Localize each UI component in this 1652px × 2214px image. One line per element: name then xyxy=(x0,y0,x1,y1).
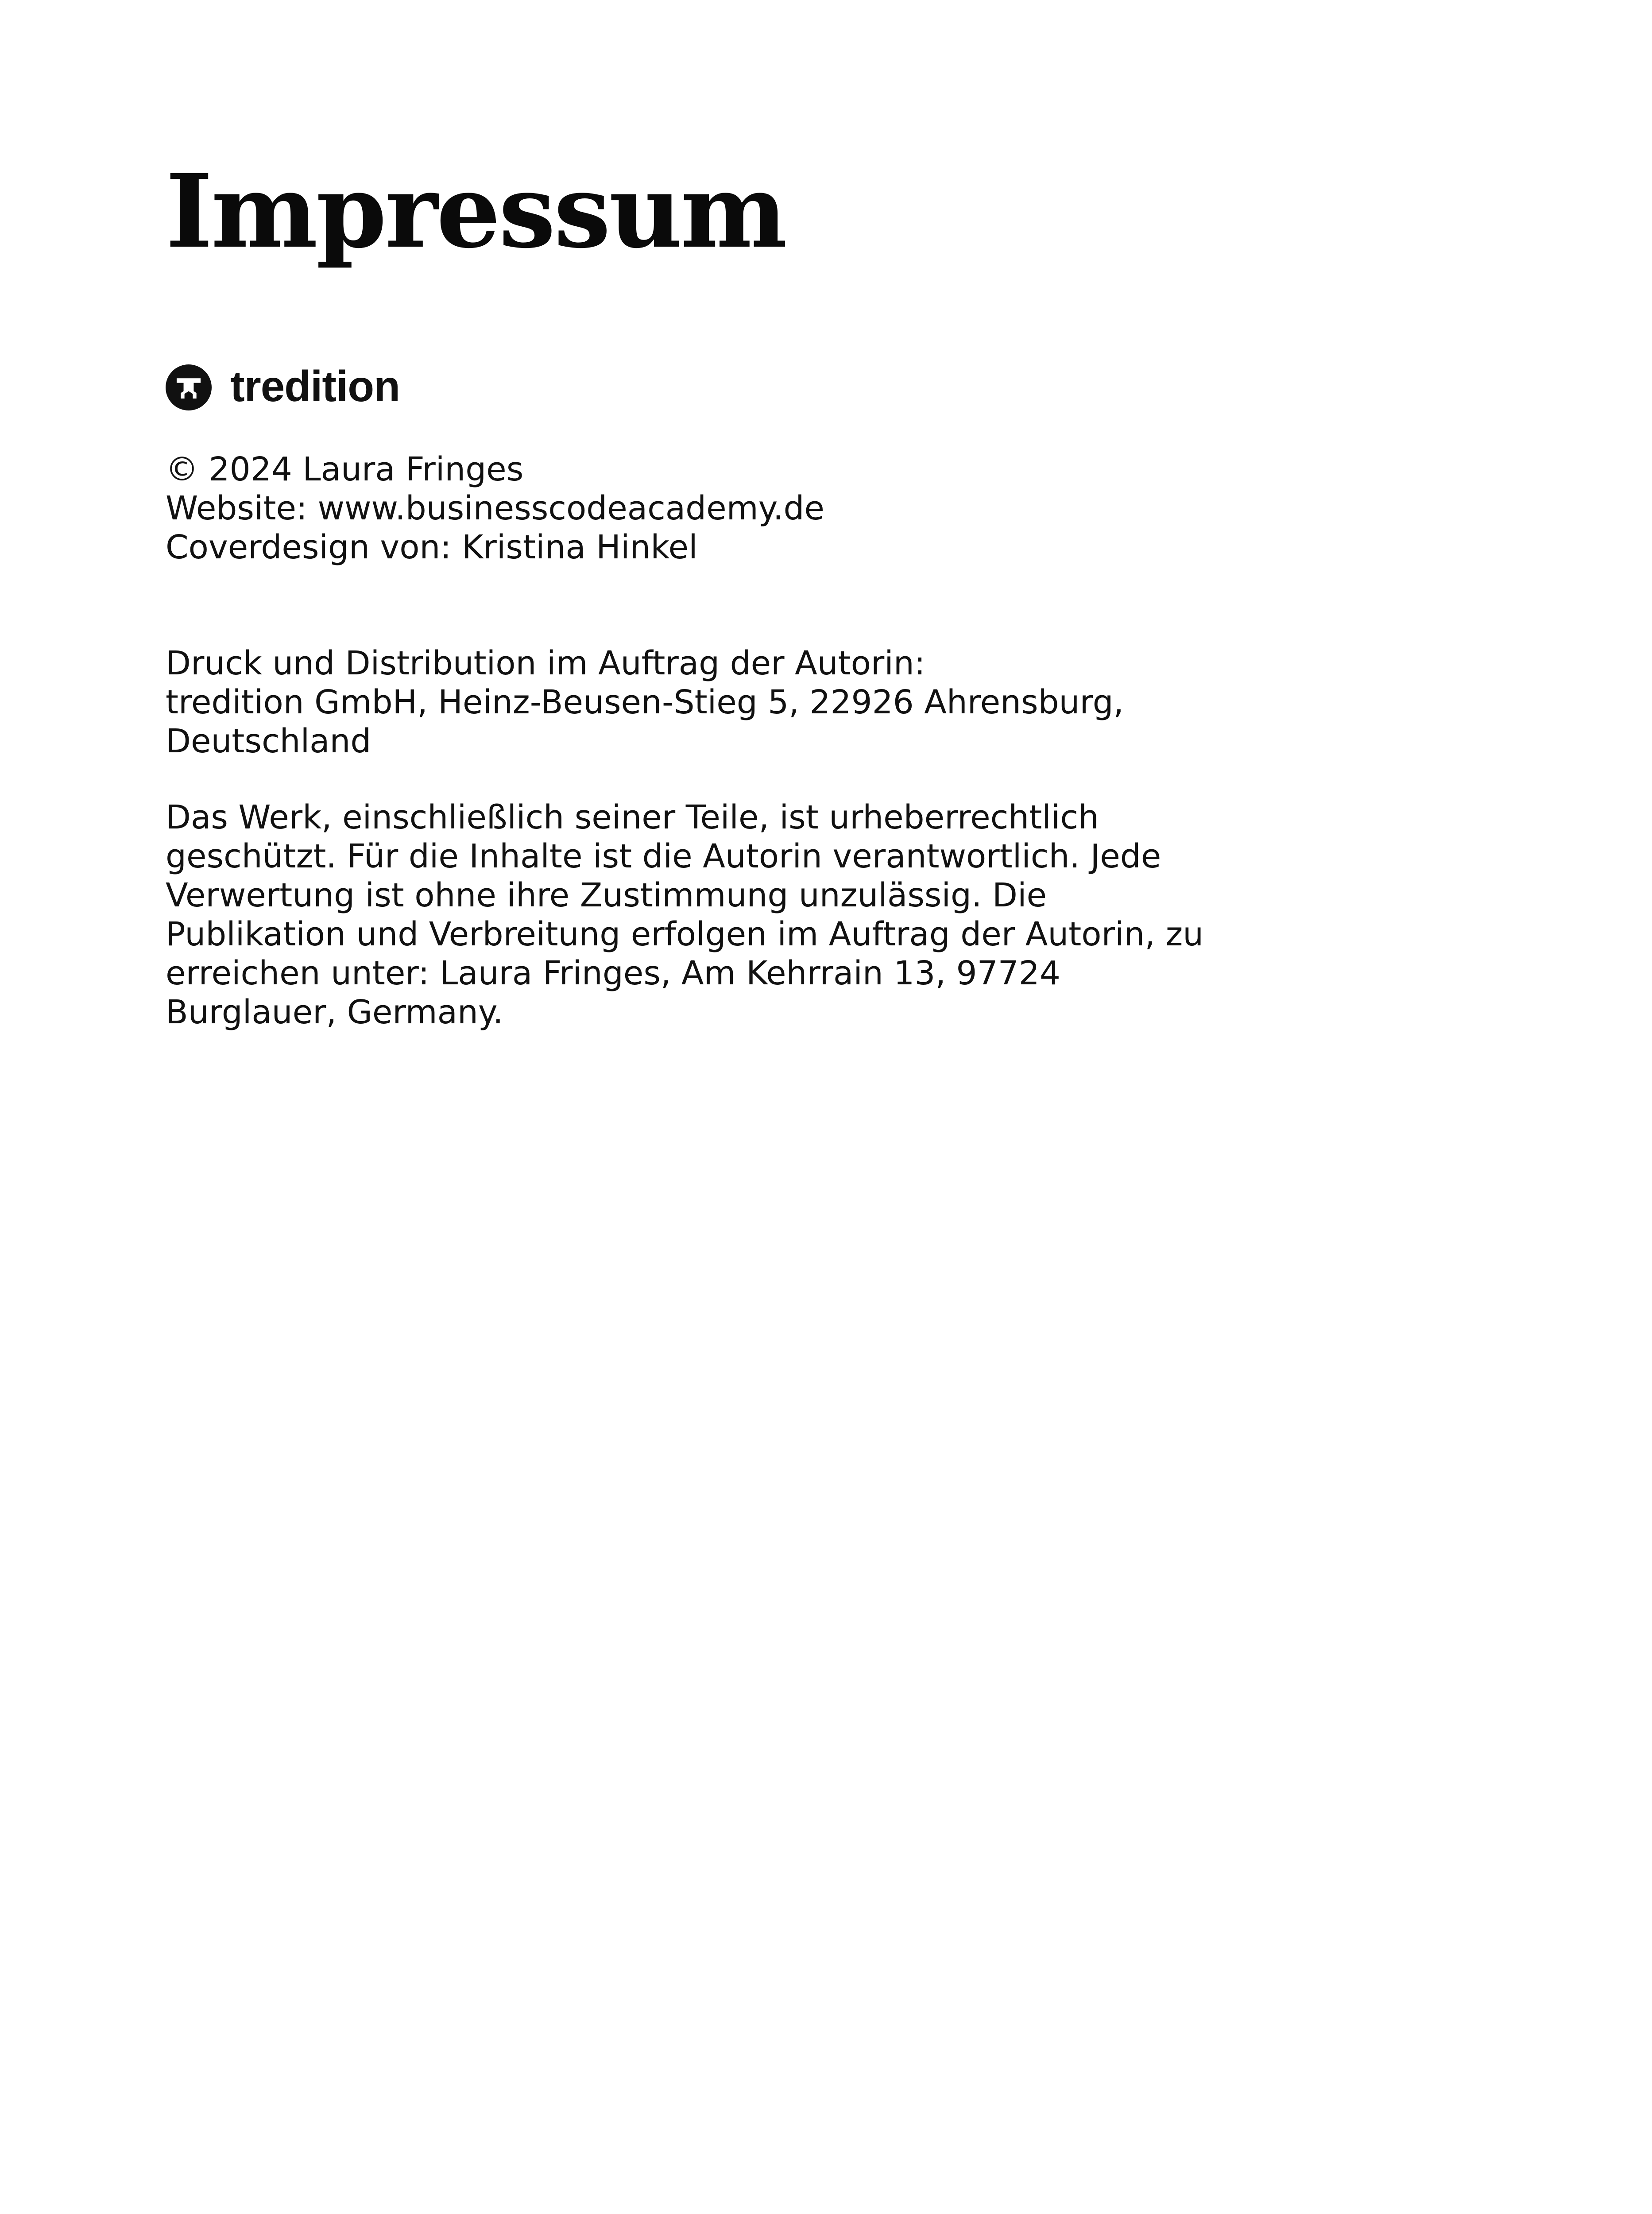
logo-text: tredition xyxy=(230,362,400,410)
tredition-logo-icon xyxy=(166,364,212,410)
copyright-line: © 2024 Laura Fringes xyxy=(166,450,524,488)
legal-line: Publikation und Verbreitung erfolgen im Auftrag der Autorin, zu xyxy=(166,915,1204,953)
coverdesign-line: Coverdesign von: Kristina Hinkel xyxy=(166,528,698,566)
distribution-block xyxy=(166,644,1494,761)
distribution-line: tredition GmbH, Heinz-Beusen-Stieg 5, 22926 Ahrensburg, xyxy=(166,683,1124,721)
distribution-line: Druck und Distribution im Auftrag der Autorin: xyxy=(166,644,925,682)
credits-block xyxy=(166,450,1494,567)
publisher-logo xyxy=(166,363,400,412)
legal-line: geschützt. Für die Inhalte ist die Autorin verantwortlich. Jede xyxy=(166,837,1161,875)
distribution-line: Deutschland xyxy=(166,722,371,760)
legal-line: Verwertung ist ohne ihre Zustimmung unzulässig. Die xyxy=(166,876,1047,914)
legal-line: Burglauer, Germany. xyxy=(166,993,503,1031)
legal-line: erreichen unter: Laura Fringes, Am Kehrrain 13, 97724 xyxy=(166,954,1060,992)
website-line: Website: www.businesscodeacademy.de xyxy=(166,489,824,527)
legal-line: Das Werk, einschließlich seiner Teile, ist urheberrechtlich xyxy=(166,798,1099,836)
legal-notice-block xyxy=(166,798,1494,1032)
page-title: Impressum xyxy=(166,152,786,271)
